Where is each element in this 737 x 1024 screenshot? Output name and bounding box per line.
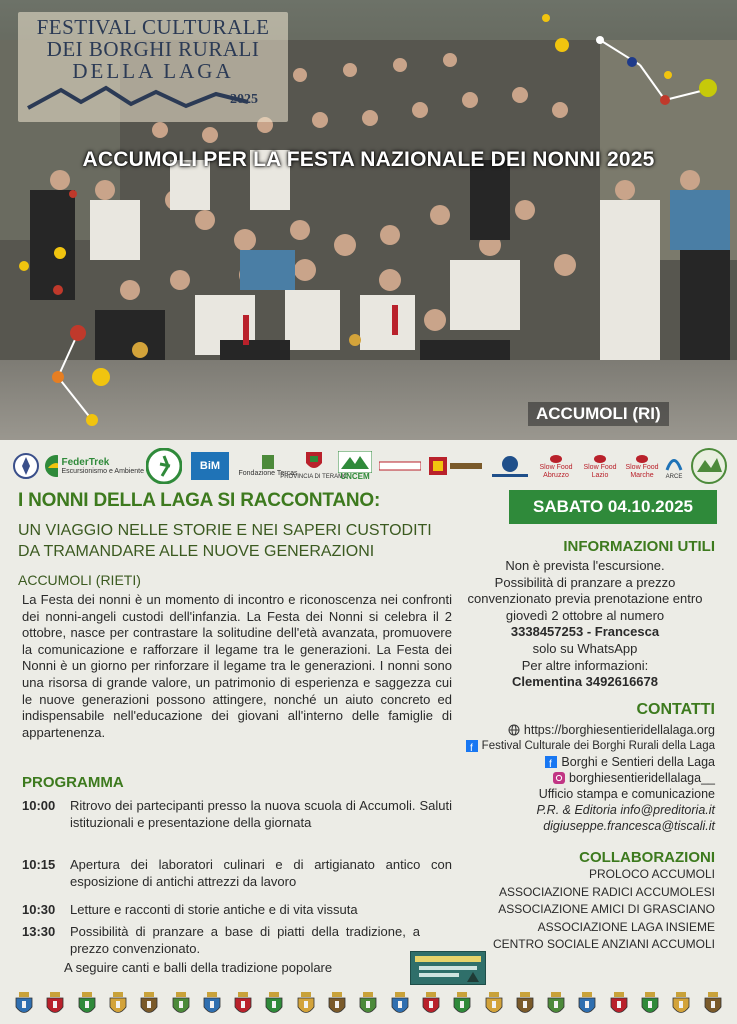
press-email[interactable] (536, 802, 715, 818)
collaborator-item: ASSOCIAZIONE RADICI ACCUMOLESI (498, 884, 715, 899)
crest-icon (264, 992, 284, 1018)
slowfood-marche-logo (622, 446, 662, 486)
info-line: Per altre informazioni: (521, 657, 649, 673)
info-phone: Clementina 3492616678 (512, 674, 658, 690)
arce-logo (662, 446, 686, 486)
collaborations-heading: COLLABORAZIONI (579, 849, 715, 866)
fondazione-name: Fondazione Tercas (238, 470, 298, 477)
main-title: I NONNI DELLA LAGA SI RACCONTANO: (18, 490, 381, 511)
crest-icon (452, 992, 472, 1018)
emblem-logo (12, 446, 40, 486)
slowfood-lazio-logo (580, 446, 620, 486)
crest-icon (640, 992, 660, 1018)
globe-icon (508, 724, 520, 736)
crest-icon (327, 992, 347, 1018)
federtrek-subtitle: Escursionismo e Ambiente (61, 467, 144, 475)
press-email-text: digiuseppe.francesca@tiscali.it (543, 819, 715, 833)
crest-icon (577, 992, 597, 1018)
slowfood-abruzzo-name: Slow Food Abruzzo (539, 464, 573, 479)
crest-icon (358, 992, 378, 1018)
mountains-icon (26, 82, 251, 112)
slowfood-lazio-name: Slow Food Lazio (583, 464, 617, 479)
program-time: 10:30 (22, 902, 56, 917)
ecomuseo-logo (378, 446, 422, 486)
collaborator-item: PROLOCO ACCUMOLI (588, 867, 715, 881)
instagram-link[interactable] (553, 770, 715, 786)
program-time: 10:15 (22, 857, 56, 872)
info-line: Non è prevista l'escursione. (505, 558, 665, 573)
facebook-link[interactable] (466, 738, 715, 754)
festival-logo-title (24, 16, 282, 82)
crest-icon (108, 992, 128, 1018)
facebook-icon (545, 756, 557, 768)
crest-icon (202, 992, 222, 1018)
hero-headline: ACCUMOLI PER LA FESTA NAZIONALE DEI NONNI 2025 (82, 148, 655, 171)
program-text: Possibilità di pranzare a base di piatti della tradizione, a prezzo convenzionato. (70, 924, 420, 956)
crest-icon (139, 992, 159, 1018)
hero-photo (0, 0, 737, 440)
festival-logo-line: DEI BORGHI RURALI (46, 37, 260, 61)
crest-icon (296, 992, 316, 1018)
crest-icon (233, 992, 253, 1018)
program-item (22, 902, 454, 920)
crest-icon (609, 992, 629, 1018)
round-green-logo (690, 446, 728, 486)
arce-name: ARCE (665, 474, 683, 480)
press-label (539, 786, 715, 802)
slowfood-abruzzo-logo (536, 446, 576, 486)
program-item (22, 798, 454, 850)
crest-icon (390, 992, 410, 1018)
uncem-logo (336, 446, 374, 486)
crest-icon (171, 992, 191, 1018)
program-item (22, 857, 454, 891)
collaborator-item: CENTRO SOCIALE ANZIANI ACCUMOLI (492, 937, 715, 952)
press-email-text: P.R. & Editoria info@preditoria.it (536, 803, 715, 817)
instagram-icon (553, 772, 565, 784)
crest-icon (546, 992, 566, 1018)
collaborations-list (445, 866, 715, 954)
crest-icon (14, 992, 34, 1018)
crest-icon (671, 992, 691, 1018)
uncem-name: UNCEM (340, 472, 370, 481)
crest-icon (484, 992, 504, 1018)
municipality-crests (6, 990, 731, 1022)
crest-icon (45, 992, 65, 1018)
subtitle-line: UN VIAGGIO NELLE STORIE E NEI SAPERI CUSTODITI (18, 522, 432, 539)
event-date: SABATO 04.10.2025 (509, 490, 717, 524)
mini-poster-image (410, 951, 486, 985)
contacts-heading: CONTATTI (636, 701, 715, 718)
info-line: Possibilità di pranzare a prezzo convenzionato previa prenotazione entro giovedì 2 ottobre al numero (467, 574, 703, 623)
program-time: 13:30 (22, 924, 56, 939)
subtitle-line: DA TRAMANDARE ALLE NUOVE GENERAZIONI (18, 543, 375, 560)
program-text: Apertura dei laboratori culinari e di artigianato antico con esposizione di antichi attrezzi da lavoro (70, 857, 452, 889)
crest-icon (421, 992, 441, 1018)
festival-logo-line: FESTIVAL CULTURALE (36, 15, 270, 39)
info-line: solo su WhatsApp (532, 640, 638, 656)
location-label: ACCUMOLI (RIETI) (18, 572, 141, 588)
program-text: Letture e racconti di storie antiche e di vita vissuta (70, 902, 358, 917)
svg-text:f: f (549, 759, 553, 768)
program-heading: PROGRAMMA (22, 774, 124, 791)
info-heading: INFORMAZIONI UTILI (563, 538, 715, 555)
press-label-text: Ufficio stampa e comunicazione (538, 787, 715, 801)
sponsor-logos (8, 444, 730, 488)
svg-text:f: f (469, 743, 473, 752)
biblioteca-logo (426, 446, 484, 486)
provincia-logo (280, 446, 348, 486)
consorzio-logo (488, 446, 532, 486)
collaborator-item: ASSOCIAZIONE LAGA INSIEME (537, 919, 715, 934)
federtrek-logo (44, 446, 144, 486)
info-phone: 3338457253 - Francesca (510, 624, 660, 640)
website-url: https://borghiesentieridellalaga.org (523, 723, 715, 737)
crest-icon (77, 992, 97, 1018)
federtrek-name: FederTrek (61, 456, 110, 468)
info-body (455, 558, 715, 691)
festival-logo-year: 2025 (230, 92, 258, 107)
place-badge: ACCUMOLI (RI) (528, 402, 669, 426)
collaborator-item: ASSOCIAZIONE AMICI DI GRASCIANO (498, 902, 715, 917)
instagram-handle: borghiesentieridellalaga__ (569, 771, 715, 785)
subtitle (18, 520, 448, 562)
bim-logo (190, 446, 230, 486)
intro-paragraph: La Festa dei nonni è un momento di incontro e riconoscenza nei confronti dei nonni-angeli custodi dell'infanzia. La Festa dei Nonni si celebra il 2 ottobre, nasce per contrastare la solitudine dell'età avanzata, promuovere la comunicazione e rafforzare il legame tra le generazioni. La Festa dei Nonni è un giorno per rinforzare il legame tra le generazioni. I nonni sono una risorsa di grande valore, un patrimonio di esperienza e saggezza cui le nuove generazioni possono attingere, nonché un aiuto concreto ed indispensabile nell'educazione dei giovani all'interno delle famiglie di appartenenza. (22, 592, 452, 740)
facebook-page-name: Festival Culturale dei Borghi Rurali della Laga (481, 740, 715, 752)
facebook-page-name: Borghi e Sentieri della Laga (561, 755, 715, 769)
crest-icon (703, 992, 723, 1018)
program-item (22, 924, 454, 958)
press-email[interactable] (543, 818, 715, 834)
provincia-name: PROVINCIA DI TERAMO (280, 474, 348, 480)
crest-icon (515, 992, 535, 1018)
facebook-link[interactable] (545, 754, 715, 770)
hiker-logo (144, 446, 184, 486)
website-link[interactable] (508, 722, 715, 738)
program-text: Ritrovo dei partecipanti presso la nuova scuola di Accumoli. Saluti istituzionali e presentazione della giornata (70, 798, 452, 830)
festival-logo-line: DELLA LAGA (72, 59, 234, 83)
slowfood-marche-name: Slow Food Marche (625, 464, 659, 479)
program-after: A seguire canti e balli della tradizione popolare (64, 960, 333, 975)
program-time: 10:00 (22, 798, 56, 813)
facebook-icon (466, 740, 478, 752)
bim-mark: BiM (191, 452, 229, 480)
